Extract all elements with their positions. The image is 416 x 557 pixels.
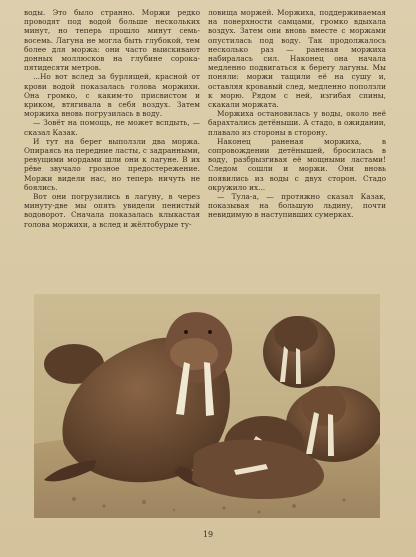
walrus-illustration-svg [34, 294, 380, 518]
paragraph: Вот они погрузились в лагуну, в через минуту-две мы опять увидели пенистый водоворот. Сначала показалась клыкастая голова моржихи, а вслед и жёлтобурые ту- [24, 192, 200, 229]
paragraph: ловища моржей. Моржиха, поддерживаемая на поверхности самцами, громко вдыхала воздух. Затем они вновь вместе с моржами опустилась под воду. Так продолжалось несколько раз — раненая моржиха набиралась сил. Наконец она начала медленно подвигаться к берегу лагуны. Мы поняли: моржи тащили её на сушу и, оставляя кровавый след, медленно поползли к морю. Рядом с ней, изгибая спины, скакали моржата. [208, 8, 386, 110]
paragraph: воды. Это было странно. Моржи редко проводят под водой больше нескольких минут, но теперь прошло минут семь-восемь. Лагуна не могла быть глубокой, тем более для моржа: они часто выискивают донных моллюсков на глубине сорока-пятидесяти метров. [24, 8, 200, 73]
paragraph: Наконец раненая моржиха, в сопровождении детёнышей, бросилась в воду, разбрызгивая её мощными ластами! Следом сошли и моржи. Они вновь появились из воды с двух сторон. Стадо окружило их... [208, 136, 386, 192]
paragraph: — Зовёт на помощь, не может вспдыть, — сказал Казак. [24, 118, 200, 137]
walrus-back-right [263, 316, 335, 388]
page-number: 19 [202, 530, 214, 539]
walrus-illustration [34, 294, 380, 518]
paragraph: ...Но вот вслед за бурлящей, красной от крови водой показалась голова моржихи. Она громко, с каким-то присвистом и криком, втягивала в себя воздух. Затем моржиха вновь погрузилась в воду. [24, 72, 200, 119]
paragraph: И тут на берег выползли два моржа. Опираясь на передние ласты, с задранными, ревущими мордами шли они к лагуне. В их рёве звучало грозное предостережение. Моржи видели нас, но теперь ничуть не боялись. [24, 136, 200, 192]
paragraph: Моржиха остановилась у воды, около неё барахтались детёныши. А стадо, в ожидании, плавало из стороны в сторону. [208, 109, 386, 137]
text-column-right [208, 8, 386, 220]
text-column-left [24, 8, 200, 229]
paragraph: — Тула-а, — протяжно сказал Казак, показывая на большую льдину, почти невидимую в наступивших сумерках. [208, 192, 386, 220]
